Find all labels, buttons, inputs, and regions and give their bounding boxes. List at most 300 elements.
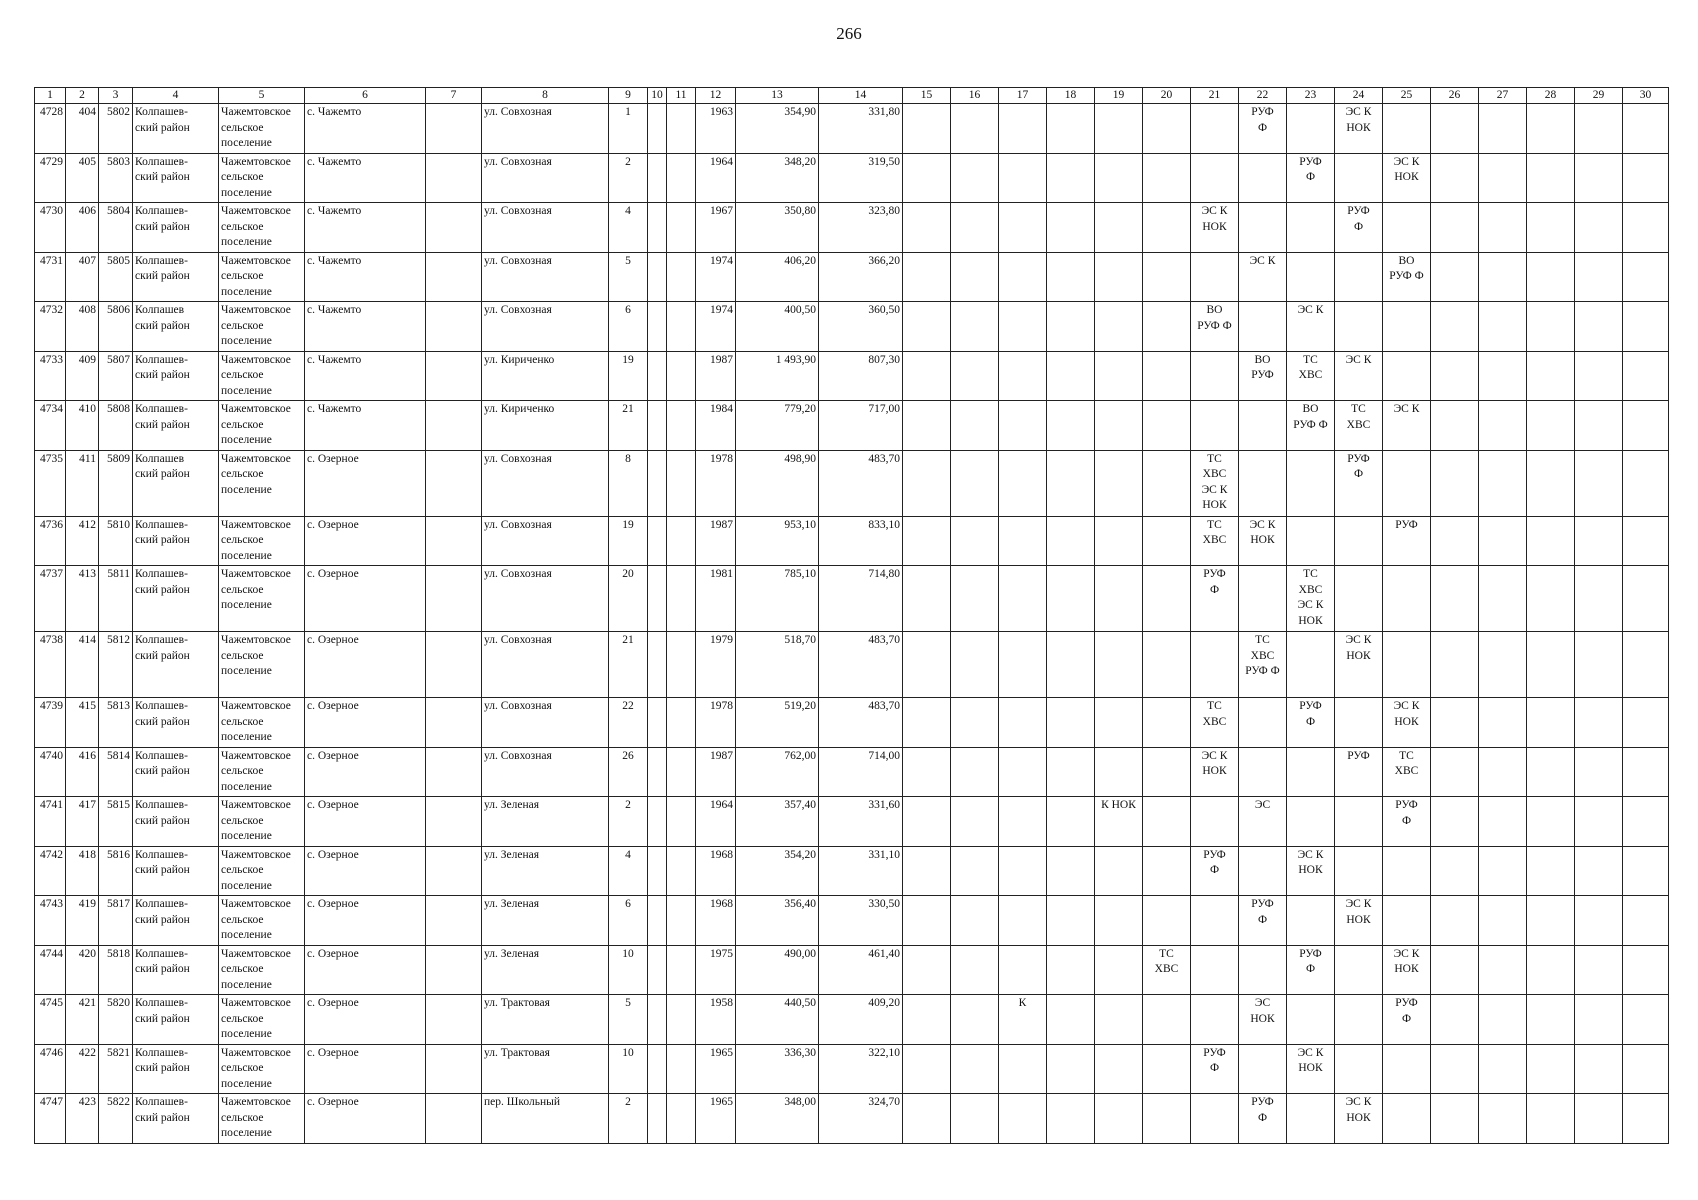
cell-col-25 [1383, 104, 1431, 154]
cell-line: ХВС [1202, 715, 1227, 728]
cell-col-23 [1287, 797, 1335, 847]
cell-line: Чажемтовское [221, 155, 291, 168]
cell-col-28 [1527, 896, 1575, 946]
cell-col-13: 336,30 [736, 1044, 819, 1094]
cell-line: ский район [135, 864, 190, 876]
cell-col-8: ул. Зеленая [482, 846, 609, 896]
cell-line: сельское [221, 583, 264, 596]
cell-col-24 [1335, 351, 1383, 401]
cell-col-6: с. Чажемто [305, 252, 426, 302]
cell-line: Ф [1305, 715, 1316, 728]
cell-line: ЭС [1254, 799, 1271, 811]
cell-col-30 [1623, 1044, 1669, 1094]
cell-col-12: 1968 [696, 846, 736, 896]
cell-col-20 [1143, 516, 1191, 566]
cell-line: Колпашев- [135, 403, 188, 415]
cell-col-14: 483,70 [819, 698, 903, 748]
cell-col-21 [1191, 846, 1239, 896]
cell-col-2: 413 [66, 566, 99, 632]
cell-col-22 [1239, 632, 1287, 698]
cell-line: НОК [1394, 171, 1419, 183]
cell-col-28 [1527, 104, 1575, 154]
column-header-23: 23 [1287, 88, 1335, 104]
cell-col-8: ул. Совхозная [482, 252, 609, 302]
cell-line: Чажемтовское [221, 997, 291, 1009]
cell-col-15 [903, 945, 951, 995]
cell-col-14: 833,10 [819, 516, 903, 566]
cell-line: РУФ [1203, 1046, 1226, 1059]
cell-col-11 [667, 995, 696, 1045]
cell-col-5 [219, 747, 305, 797]
column-header-3: 3 [99, 88, 133, 104]
cell-col-24 [1335, 302, 1383, 352]
cell-line: Чажемтовское [221, 106, 291, 118]
cell-col-11 [667, 203, 696, 253]
cell-col-29 [1575, 698, 1623, 748]
cell-col-12: 1963 [696, 104, 736, 154]
cell-line: поселение [221, 599, 272, 611]
cell-col-3: 5810 [99, 516, 133, 566]
cell-col-20 [1143, 846, 1191, 896]
cell-col-23 [1287, 516, 1335, 566]
cell-col-5 [219, 401, 305, 451]
cell-col-5 [219, 302, 305, 352]
cell-col-30 [1623, 516, 1669, 566]
cell-line: ХВС [1154, 963, 1179, 975]
cell-col-21 [1191, 450, 1239, 516]
cell-line: ЭС К [1345, 634, 1372, 646]
cell-col-3: 5817 [99, 896, 133, 946]
cell-col-22 [1239, 846, 1287, 896]
cell-col-5 [219, 698, 305, 748]
cell-line: поселение [221, 1077, 272, 1090]
cell-col-4 [133, 516, 219, 566]
cell-col-2: 421 [66, 995, 99, 1045]
cell-col-18 [1047, 747, 1095, 797]
table-row [35, 945, 1669, 995]
cell-col-12: 1987 [696, 351, 736, 401]
cell-line: сельское [221, 913, 264, 926]
cell-line: НОК [1250, 1012, 1275, 1025]
cell-line: сельское [221, 1111, 264, 1124]
cell-line: поселение [221, 335, 272, 347]
cell-col-26 [1431, 516, 1479, 566]
cell-line: РУФ [1347, 749, 1370, 762]
cell-col-9: 4 [609, 846, 648, 896]
cell-line: РУФ [1395, 799, 1418, 811]
cell-col-24 [1335, 450, 1383, 516]
cell-col-1: 4732 [35, 302, 66, 352]
cell-col-5 [219, 797, 305, 847]
cell-col-27 [1479, 516, 1527, 566]
cell-col-9: 2 [609, 1094, 648, 1144]
cell-col-11 [667, 632, 696, 698]
cell-col-7 [426, 203, 482, 253]
cell-line: НОК [1202, 220, 1227, 233]
cell-col-28 [1527, 945, 1575, 995]
cell-col-9: 1 [609, 104, 648, 154]
cell-line: поселение [221, 384, 272, 397]
cell-col-9: 4 [609, 203, 648, 253]
cell-line: ХВС [1394, 765, 1419, 777]
column-header-12: 12 [696, 88, 736, 104]
cell-col-6: с. Озерное [305, 1094, 426, 1144]
cell-line: РУФ [1347, 452, 1370, 465]
cell-col-7 [426, 846, 482, 896]
cell-col-7 [426, 302, 482, 352]
cell-col-10 [648, 450, 667, 516]
cell-col-15 [903, 516, 951, 566]
cell-col-3: 5802 [99, 104, 133, 154]
cell-line: ский район [135, 418, 190, 431]
column-header-26: 26 [1431, 88, 1479, 104]
cell-col-12: 1967 [696, 203, 736, 253]
cell-col-25 [1383, 302, 1431, 352]
column-header-4: 4 [133, 88, 219, 104]
cell-col-5 [219, 846, 305, 896]
cell-col-1: 4741 [35, 797, 66, 847]
cell-col-22 [1239, 351, 1287, 401]
cell-line: ТС [1207, 518, 1222, 531]
cell-col-15 [903, 401, 951, 451]
cell-col-26 [1431, 302, 1479, 352]
table-row [35, 450, 1669, 516]
cell-col-19 [1095, 516, 1143, 566]
cell-col-3: 5820 [99, 995, 133, 1045]
cell-col-2: 418 [66, 846, 99, 896]
cell-col-16 [951, 516, 999, 566]
cell-col-23 [1287, 401, 1335, 451]
table-row [35, 747, 1669, 797]
cell-col-6: с. Чажемто [305, 302, 426, 352]
cell-col-29 [1575, 632, 1623, 698]
cell-col-16 [951, 450, 999, 516]
cell-col-19 [1095, 153, 1143, 203]
cell-line: сельское [221, 534, 264, 546]
cell-col-22 [1239, 896, 1287, 946]
cell-line: сельское [221, 270, 264, 282]
cell-col-14: 319,50 [819, 153, 903, 203]
cell-col-5 [219, 516, 305, 566]
cell-col-14: 324,70 [819, 1094, 903, 1144]
column-header-27: 27 [1479, 88, 1527, 104]
cell-line: ЭС К [1249, 518, 1276, 531]
cell-col-22 [1239, 797, 1287, 847]
cell-col-8: ул. Зеленая [482, 797, 609, 847]
cell-col-24 [1335, 1094, 1383, 1144]
cell-col-6: с. Озерное [305, 945, 426, 995]
cell-col-21 [1191, 203, 1239, 253]
cell-col-9: 19 [609, 516, 648, 566]
cell-col-30 [1623, 632, 1669, 698]
cell-col-9: 2 [609, 153, 648, 203]
cell-line: сельское [221, 765, 264, 777]
cell-line: Колпашев- [135, 634, 188, 646]
cell-col-2: 405 [66, 153, 99, 203]
cell-col-13: 785,10 [736, 566, 819, 632]
cell-col-8: пер. Школьный [482, 1094, 609, 1144]
cell-line: НОК [1298, 864, 1323, 876]
cell-col-13: 354,20 [736, 846, 819, 896]
cell-col-8: ул. Зеленая [482, 896, 609, 946]
cell-col-22 [1239, 747, 1287, 797]
column-header-24: 24 [1335, 88, 1383, 104]
cell-line: Колпашев- [135, 700, 188, 712]
cell-col-4 [133, 203, 219, 253]
cell-col-22 [1239, 401, 1287, 451]
cell-col-26 [1431, 1044, 1479, 1094]
cell-col-7 [426, 995, 482, 1045]
cell-col-18 [1047, 516, 1095, 566]
cell-col-11 [667, 104, 696, 154]
column-header-13: 13 [736, 88, 819, 104]
cell-line: ский район [135, 1062, 190, 1074]
cell-col-14: 331,60 [819, 797, 903, 847]
cell-line: ХВС [1346, 418, 1371, 431]
cell-col-9: 2 [609, 797, 648, 847]
cell-col-10 [648, 566, 667, 632]
cell-col-4 [133, 302, 219, 352]
cell-col-27 [1479, 995, 1527, 1045]
cell-col-11 [667, 516, 696, 566]
cell-col-14: 366,20 [819, 252, 903, 302]
cell-col-4 [133, 797, 219, 847]
cell-col-16 [951, 1044, 999, 1094]
cell-col-6: с. Озерное [305, 995, 426, 1045]
cell-col-23 [1287, 153, 1335, 203]
cell-col-10 [648, 995, 667, 1045]
cell-col-14: 483,70 [819, 450, 903, 516]
cell-line: поселение [221, 236, 272, 248]
cell-col-30 [1623, 450, 1669, 516]
cell-col-17 [999, 203, 1047, 253]
cell-line: ЭС К [1393, 700, 1420, 712]
cell-col-8: ул. Трактовая [482, 1044, 609, 1094]
cell-col-27 [1479, 153, 1527, 203]
cell-col-26 [1431, 153, 1479, 203]
cell-col-27 [1479, 632, 1527, 698]
cell-col-17 [999, 104, 1047, 154]
cell-line: ЭС К [1201, 205, 1228, 217]
cell-line: ТС [1255, 634, 1270, 646]
cell-col-25 [1383, 450, 1431, 516]
cell-col-22 [1239, 945, 1287, 995]
cell-col-13: 519,20 [736, 698, 819, 748]
cell-line: ХВС [1202, 534, 1227, 546]
cell-col-2: 407 [66, 252, 99, 302]
cell-col-18 [1047, 401, 1095, 451]
cell-col-18 [1047, 896, 1095, 946]
cell-col-22 [1239, 1094, 1287, 1144]
cell-col-26 [1431, 747, 1479, 797]
cell-col-2: 404 [66, 104, 99, 154]
cell-col-28 [1527, 797, 1575, 847]
cell-col-6: с. Озерное [305, 1044, 426, 1094]
cell-col-14: 330,50 [819, 896, 903, 946]
cell-col-29 [1575, 1044, 1623, 1094]
cell-line: НОК [1298, 1062, 1323, 1074]
cell-col-3: 5806 [99, 302, 133, 352]
cell-col-29 [1575, 153, 1623, 203]
table-row [35, 566, 1669, 632]
cell-col-21 [1191, 351, 1239, 401]
cell-col-29 [1575, 450, 1623, 516]
cell-col-1: 4737 [35, 566, 66, 632]
cell-col-1: 4745 [35, 995, 66, 1045]
cell-col-13: 357,40 [736, 797, 819, 847]
cell-col-7 [426, 252, 482, 302]
cell-col-29 [1575, 351, 1623, 401]
cell-col-13: 400,50 [736, 302, 819, 352]
cell-col-1: 4746 [35, 1044, 66, 1094]
cell-col-22 [1239, 516, 1287, 566]
cell-col-21 [1191, 797, 1239, 847]
cell-col-18 [1047, 104, 1095, 154]
cell-line: Чажемтовское [221, 1096, 291, 1108]
cell-col-16 [951, 846, 999, 896]
cell-line: ЭС К [1297, 304, 1324, 316]
cell-col-14: 331,10 [819, 846, 903, 896]
cell-line: Колпашев- [135, 997, 188, 1009]
column-header-7: 7 [426, 88, 482, 104]
cell-col-29 [1575, 566, 1623, 632]
cell-line: ЭС К [1297, 1046, 1324, 1059]
cell-col-27 [1479, 203, 1527, 253]
cell-col-1: 4735 [35, 450, 66, 516]
cell-line: ский район [135, 814, 190, 827]
cell-col-29 [1575, 945, 1623, 995]
cell-line: сельское [221, 814, 264, 827]
cell-col-4 [133, 896, 219, 946]
cell-col-19 [1095, 698, 1143, 748]
cell-col-24 [1335, 846, 1383, 896]
cell-line: НОК [1346, 1111, 1371, 1124]
cell-col-26 [1431, 566, 1479, 632]
cell-col-14: 360,50 [819, 302, 903, 352]
cell-col-7 [426, 797, 482, 847]
cell-col-26 [1431, 846, 1479, 896]
table-row [35, 632, 1669, 698]
cell-col-24 [1335, 104, 1383, 154]
cell-col-26 [1431, 896, 1479, 946]
cell-col-24 [1335, 632, 1383, 698]
cell-line: ЭС К [1345, 106, 1372, 118]
cell-col-16 [951, 566, 999, 632]
cell-col-19 [1095, 1044, 1143, 1094]
cell-col-18 [1047, 252, 1095, 302]
cell-line: НОК [1250, 534, 1275, 546]
cell-col-18 [1047, 995, 1095, 1045]
cell-col-9: 21 [609, 632, 648, 698]
cell-line: НОК [1346, 649, 1371, 662]
cell-col-14: 714,00 [819, 747, 903, 797]
cell-col-20 [1143, 450, 1191, 516]
cell-line: сельское [221, 220, 264, 233]
cell-col-2: 409 [66, 351, 99, 401]
cell-col-30 [1623, 747, 1669, 797]
cell-line: ХВС [1298, 369, 1323, 381]
cell-col-20 [1143, 945, 1191, 995]
cell-col-26 [1431, 945, 1479, 995]
cell-col-17 [999, 1094, 1047, 1144]
cell-col-10 [648, 153, 667, 203]
cell-col-1: 4739 [35, 698, 66, 748]
cell-col-19 [1095, 252, 1143, 302]
cell-col-29 [1575, 747, 1623, 797]
cell-col-22 [1239, 203, 1287, 253]
table-row [35, 995, 1669, 1045]
cell-line: ТС [1303, 568, 1318, 580]
cell-col-17 [999, 945, 1047, 995]
cell-col-23 [1287, 351, 1335, 401]
cell-line: РУФ [1251, 369, 1274, 381]
cell-col-26 [1431, 401, 1479, 451]
cell-col-1: 4743 [35, 896, 66, 946]
cell-col-9: 21 [609, 401, 648, 451]
cell-line: поселение [221, 780, 272, 793]
cell-line: Ф [1209, 864, 1220, 876]
cell-col-15 [903, 995, 951, 1045]
cell-col-3: 5813 [99, 698, 133, 748]
cell-col-14: 807,30 [819, 351, 903, 401]
cell-col-8: ул. Совхозная [482, 153, 609, 203]
cell-col-25 [1383, 252, 1431, 302]
cell-col-4 [133, 632, 219, 698]
cell-col-24 [1335, 896, 1383, 946]
cell-line: поселение [221, 978, 272, 991]
cell-col-21 [1191, 401, 1239, 451]
cell-line: Колпашев- [135, 254, 188, 267]
cell-col-24 [1335, 401, 1383, 451]
cell-col-29 [1575, 401, 1623, 451]
cell-col-5 [219, 153, 305, 203]
cell-col-23 [1287, 1044, 1335, 1094]
cell-col-26 [1431, 351, 1479, 401]
cell-col-23 [1287, 1094, 1335, 1144]
cell-line: Чажемтовское [221, 205, 291, 217]
cell-col-11 [667, 1094, 696, 1144]
cell-col-28 [1527, 846, 1575, 896]
table-row [35, 516, 1669, 566]
cell-line: сельское [221, 369, 264, 381]
column-header-10: 10 [648, 88, 667, 104]
cell-line: Колпашев- [135, 205, 188, 217]
cell-col-12: 1987 [696, 516, 736, 566]
cell-col-23 [1287, 632, 1335, 698]
cell-line: поселение [221, 549, 272, 562]
cell-col-28 [1527, 153, 1575, 203]
cell-col-6: с. Чажемто [305, 351, 426, 401]
cell-col-20 [1143, 351, 1191, 401]
table-row [35, 1094, 1669, 1144]
cell-col-11 [667, 896, 696, 946]
cell-col-19 [1095, 566, 1143, 632]
cell-line: Чажемтовское [221, 353, 291, 366]
cell-col-8: ул. Совхозная [482, 203, 609, 253]
cell-line: ЭС К [1393, 947, 1420, 960]
cell-col-10 [648, 1044, 667, 1094]
cell-col-7 [426, 153, 482, 203]
cell-col-30 [1623, 104, 1669, 154]
cell-line: ЭС К [1249, 254, 1276, 267]
cell-col-28 [1527, 1094, 1575, 1144]
cell-col-26 [1431, 797, 1479, 847]
cell-line: ЭС К [1393, 403, 1420, 415]
cell-line: Колпашев [135, 304, 185, 316]
cell-col-23 [1287, 302, 1335, 352]
cell-col-28 [1527, 698, 1575, 748]
cell-col-13: 498,90 [736, 450, 819, 516]
